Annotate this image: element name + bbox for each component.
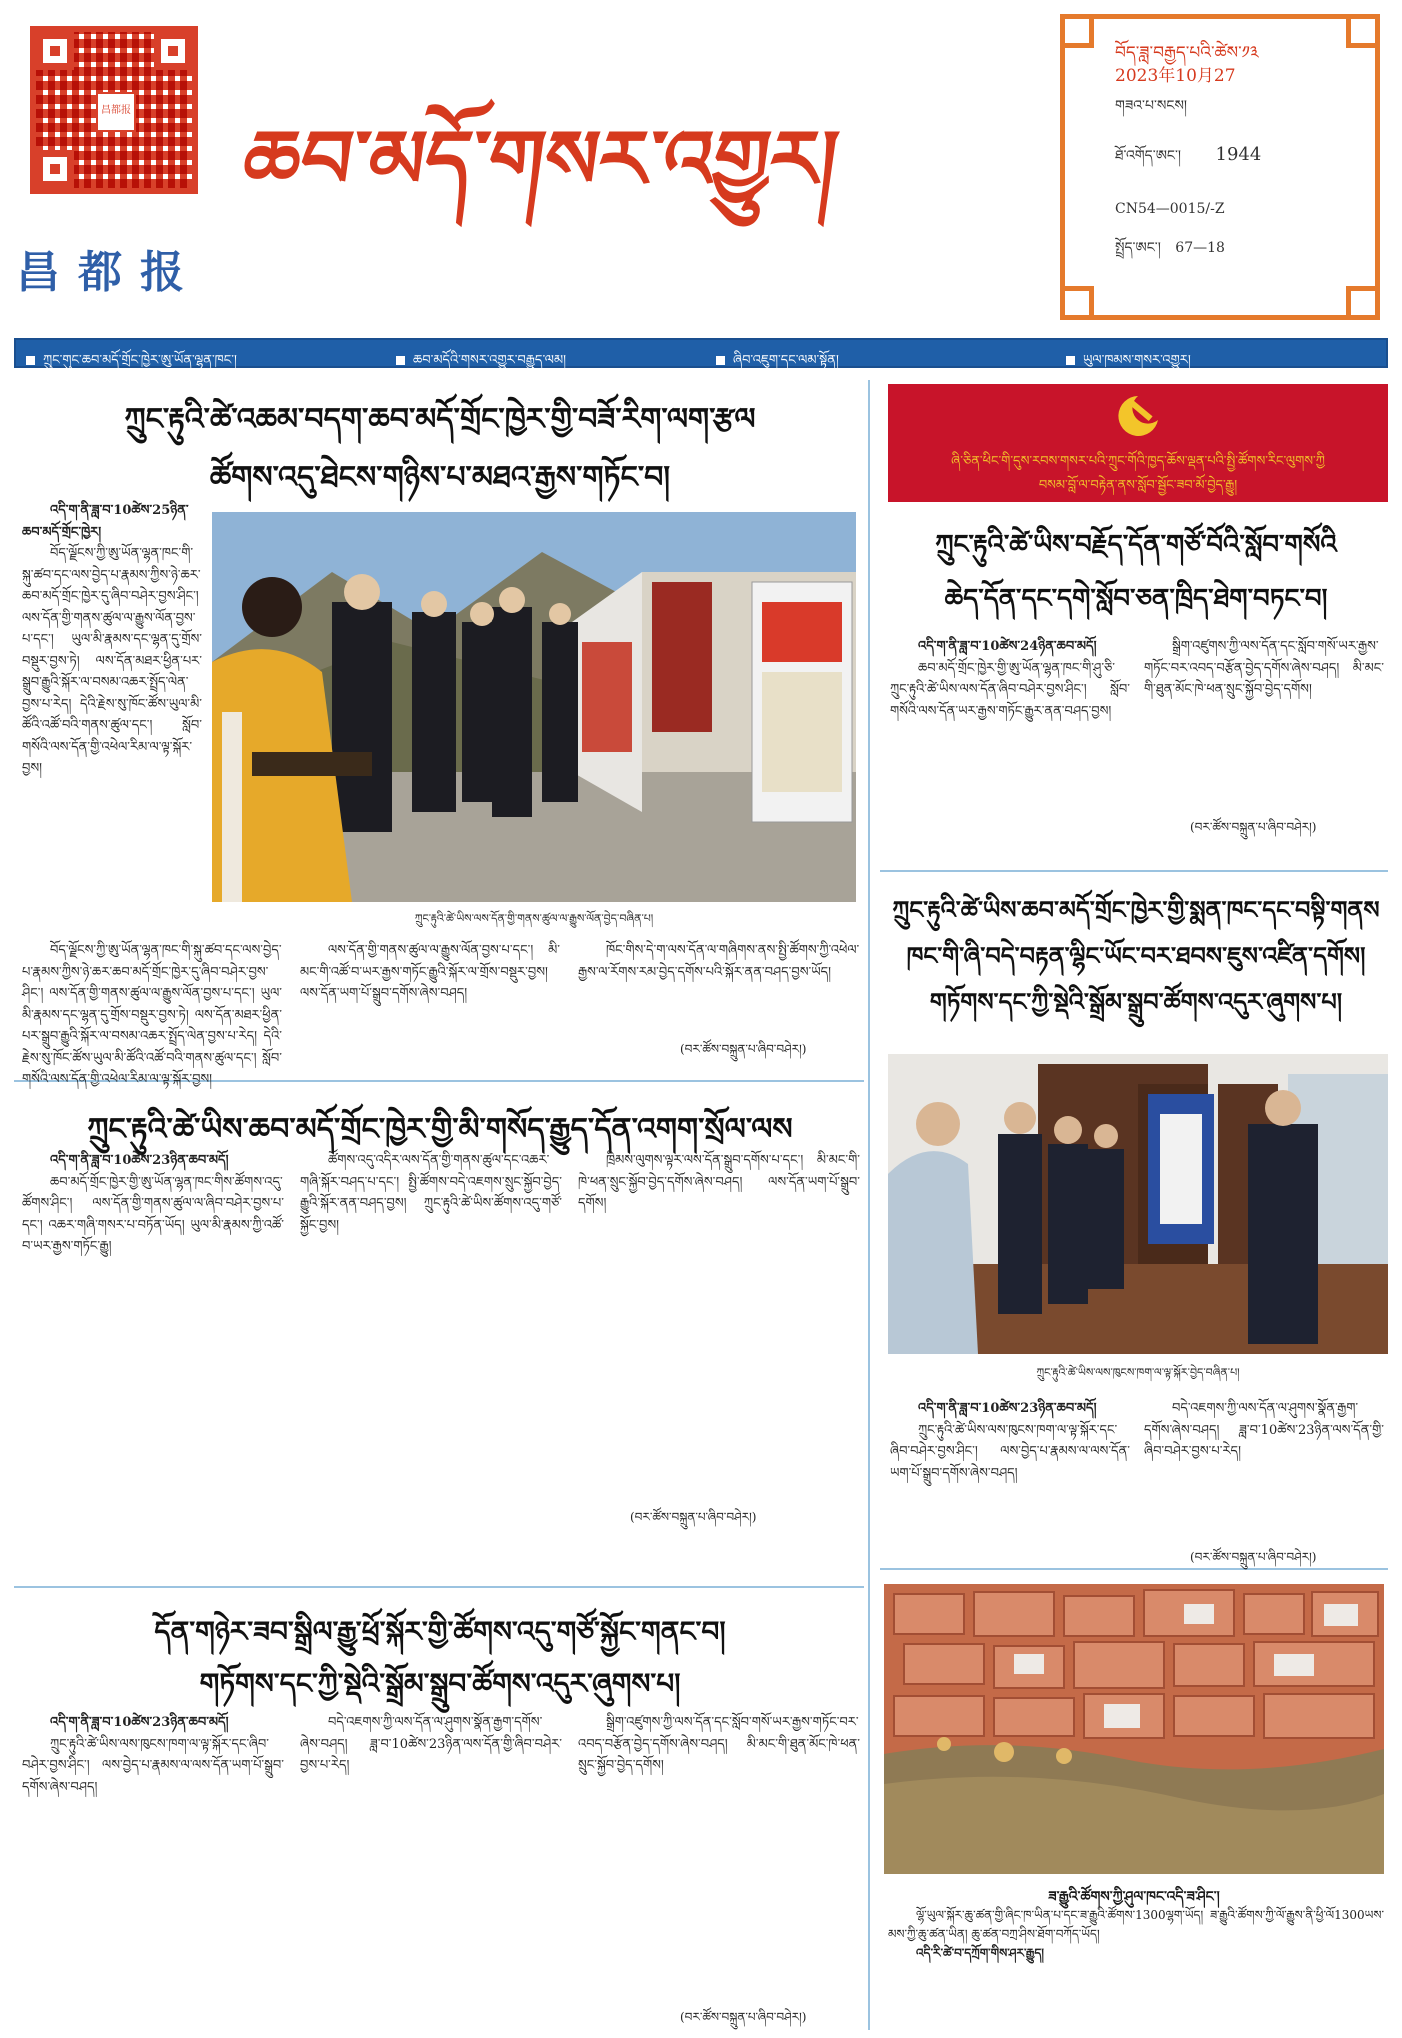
frame-ornament	[1346, 14, 1380, 48]
article4-body-3: ཁྲིམས་ལུགས་ལྟར་ལས་དོན་སྒྲུབ་དགོས་པ་དང་། མི་མང་གི་ཁེ་ཕན་སྲུང་སྐྱོབ་བྱེད་དགོས་ཞེས་བཤད། ལས་དོན་ཡག་པོ་སྒྲུབ་དགོས།	[578, 1153, 860, 1211]
article2-byline: (བར་ཚོས་བསྐྲུན་པ་ཞིབ་བཤེར།)	[1190, 820, 1317, 834]
issue-info-frame	[1060, 14, 1380, 320]
article2-dateline: འདི་ག་ནི་ཟླ་བ་10ཚེས་24ཉིན་ཆབ་མདོ།	[918, 639, 1097, 654]
article-bottom-column	[578, 1712, 860, 1992]
photo-feature-credit: འདི་རི་ཚེ་བ་དཀྲོག་གིས་ཤར་རྒྱུད།	[916, 1946, 1044, 1960]
photo-feature-caption: ལྷོ་ཡུལ་སྐོར་ཆུ་ཚན་གྱི་ཞིང་ཁ་ཡིན་པ་དང་ཟ་རྒྱུའི་ཚོགས་1300ལྷག་ཡོད། ཟ་རྒྱུའི་ཚོགས་ཀྱི་ལོ་རྒྱུས་ནི་ཕྱི་ལོ1300ཡས་མས་ཀྱི་ཆུ་ཚན་ཡིན། ཆུ་ཚན་བཀྲ་ཤིས་ཐོག་བཀོད་ཡོད།	[888, 1908, 1384, 1941]
article-bottom-body-3: སྒྲིག་འཛུགས་ཀྱི་ལས་དོན་དང་སློབ་གསོ་ཡར་རྒྱས་གཏོང་བར་འབད་བརྩོན་བྱེད་དགོས་ཞེས་བཤད། མི་མང་གི་ཐུན་མོང་ཁེ་ཕན་སྲུང་སྐྱོབ་བྱེད་དགོས།	[578, 1715, 860, 1773]
article1-body: བོད་ལྗོངས་ཀྱི་ཨུ་ཡོན་ལྷན་ཁང་གི་སྐུ་ཚབ་དང་ལས་བྱེད་པ་རྣམས་ཀྱིས་ཉེ་ཆར་ཆབ་མདོ་གྲོང་ཁྱེར་དུ་ཞིབ་བཤེར་བྱས་ཤིང་། ལས་དོན་གྱི་གནས་ཚུལ་ལ་རྒྱུས་ལོན་བྱས་པ་དང་། ཡུལ་མི་རྣམས་དང་ལྷན་དུ་གྲོས་བསྡུར་བྱས་ཏེ། ལས་དོན་མཐར་ཕྱིན་པར་སྒྲུབ་རྒྱུའི་སྐོར་ལ་བསམ་འཆར་སྤྲོད་ལེན་བྱས་པ་རེད། དེའི་རྗེས་སུ་ཁོང་ཚོས་ཡུལ་མི་ཚོའི་འཚོ་བའི་གནས་ཚུལ་དང་། སློབ་གསོའི་ལས་དོན་གྱི་འཕེལ་རིམ་ལ་ལྟ་སྐོར་བྱས།	[22, 546, 202, 776]
article4-headline[interactable]: ཀྲུང་རྟུའི་ཚེ་ཡིས་ཆབ་མདོ་གྲོང་ཁྱེར་གྱི་མི་གསོད་རྒྱུད་དོན་འགག་སྲོལ་ལས	[87, 1112, 793, 1147]
frame-ornament	[1346, 286, 1380, 320]
qr-logo: 昌都报	[96, 92, 136, 132]
article1-body-cont: བོད་ལྗོངས་ཀྱི་ཨུ་ཡོན་ལྷན་ཁང་གི་སྐུ་ཚབ་དང་ལས་བྱེད་པ་རྣམས་ཀྱིས་ཉེ་ཆར་ཆབ་མདོ་གྲོང་ཁྱེར་དུ་ཞིབ་བཤེར་བྱས་ཤིང་། ལས་དོན་གྱི་གནས་ཚུལ་ལ་རྒྱུས་ལོན་བྱས་པ་དང་། ཡུལ་མི་རྣམས་དང་ལྷན་དུ་གྲོས་བསྡུར་བྱས་ཏེ། ལས་དོན་མཐར་ཕྱིན་པར་སྒྲུབ་རྒྱུའི་སྐོར་ལ་བསམ་འཆར་སྤྲོད་ལེན་བྱས་པ་རེད། དེའི་རྗེས་སུ་ཁོང་ཚོས་ཡུལ་མི་ཚོའི་འཚོ་བའི་གནས་ཚུལ་དང་། སློབ་གསོའི་ལས་དོན་གྱི་འཕེལ་རིམ་ལ་ལྟ་སྐོར་བྱས།	[22, 943, 282, 1087]
article1-body-2: ལས་དོན་གྱི་གནས་ཚུལ་ལ་རྒྱུས་ལོན་བྱས་པ་དང་། མི་མང་གི་འཚོ་བ་ཡར་རྒྱས་གཏོང་རྒྱུའི་སྐོར་ལ་གྲོས་བསྡུར་བྱས། ལས་དོན་ཡག་པོ་སྒྲུབ་དགོས་ཞེས་བཤད།	[300, 943, 560, 1001]
article3-column	[890, 1398, 1130, 1558]
article1-byline: (བར་ཚོས་བསྐྲུན་པ་ཞིབ་བཤེར།)	[680, 1042, 807, 1056]
article3-column	[1144, 1398, 1384, 1528]
article1-photo	[212, 512, 856, 902]
article4-column	[22, 1150, 284, 1570]
nav-item[interactable]: ཀྲུང་གུང་ཆབ་མདོ་གྲོང་ཁྱེར་ཨུ་ཡོན་ལྷན་ཁང་།	[26, 345, 237, 382]
salt-fields-photo	[884, 1584, 1384, 1874]
article1-column	[22, 940, 282, 1087]
article2-body-2: སྒྲིག་འཛུགས་ཀྱི་ལས་དོན་དང་སློབ་གསོ་ཡར་རྒྱས་གཏོང་བར་འབད་བརྩོན་བྱེད་དགོས་ཞེས་བཤད། མི་མང་གི་ཐུན་མོང་ཁེ་ཕན་སྲུང་སྐྱོབ་བྱེད་དགོས།	[1144, 639, 1384, 697]
article-bottom-body: ཀྲུང་རྟུའི་ཚེ་ཡིས་ལས་ཁུངས་ཁག་ལ་ལྟ་སྐོར་དང་ཞིབ་བཤེར་བྱས་ཤིང་། ལས་བྱེད་པ་རྣམས་ལ་ལས་དོན་ཡག་པོ་སྒྲུབ་དགོས་ཞེས་བཤད།	[22, 1736, 284, 1795]
article1-subheadline[interactable]: ཚོགས་འདུ་ཐེངས་གཉིས་པ་མཐའ་རྒྱས་གཏོང་བ།	[209, 460, 671, 495]
article3-body: ཀྲུང་རྟུའི་ཚེ་ཡིས་ལས་ཁུངས་ཁག་ལ་ལྟ་སྐོར་དང་ཞིབ་བཤེར་བྱས་ཤིང་། ལས་བྱེད་པ་རྣམས་ལ་ལས་དོན་ཡག་པོ་སྒྲུབ་དགོས་ཞེས་བཤད།	[890, 1422, 1130, 1481]
date-tibetan: བོད་ཟླ་བརྒྱད་པའི་ཚེས་༡༣	[1115, 43, 1259, 63]
banner-line1: ཞི་ཅིན་ཕིང་གི་དུས་རབས་གསར་པའི་ཀྲུང་གོའི་ཁྱད་ཆོས་ལྡན་པའི་སྤྱི་ཚོགས་རིང་ལུགས་ཀྱི	[951, 454, 1325, 469]
article3-byline: (བར་ཚོས་བསྐྲུན་པ་ཞིབ་བཤེར།)	[1190, 1550, 1317, 1564]
article2-subheadline[interactable]: ཆེད་དོན་དང་དགེ་སློབ་ཅན་ཁྲིད་ཐེག་བཏང་བ།	[944, 584, 1328, 614]
masthead-tibetan-title: ཆབ་མདོ་གསར་འགྱུར།	[237, 112, 844, 206]
hammer-sickle-icon	[1108, 392, 1168, 440]
post-code	[1115, 231, 1225, 271]
article1-column	[300, 940, 560, 1060]
article3-photo-caption: ཀྲུང་རྟུའི་ཚེ་ཡིས་ལས་ཁུངས་ཁག་ལ་ལྟ་སྐོར་བྱེད་བཞིན་པ།	[1036, 1366, 1240, 1379]
article2-body: ཆབ་མདོ་གྲོང་ཁྱེར་གྱི་ཨུ་ཡོན་ལྷན་ཁང་གི་ཤུ་ཅི་ཀྲུང་རྟུའི་ཚེ་ཡིས་ལས་དོན་ཞིབ་བཤེར་བྱས་ཤིང་། སློབ་གསོའི་ལས་དོན་ཡར་རྒྱས་གཏོང་རྒྱུར་ནན་བཤད་བྱས།	[890, 660, 1130, 719]
article3-photo	[888, 1054, 1388, 1354]
article4-column	[300, 1150, 562, 1570]
article3-subheadline[interactable]: གཏོགས་དང་ཀྱི་སྡེའི་སྒྲོམ་སྒྲུབ་ཚོགས་འདུར་ཞུགས་པ།	[929, 987, 1343, 1016]
section-navbar	[14, 338, 1388, 368]
photo-feature-text	[888, 1906, 1384, 2002]
square-bullet-icon	[1066, 356, 1075, 365]
issue-number: 1944	[1215, 144, 1262, 165]
article4-dateline: འདི་ག་ནི་ཟླ་བ་10ཚེས་23ཉིན་ཆབ་མདོ།	[50, 1153, 229, 1168]
qr-finder	[36, 150, 74, 188]
frame-ornament	[1060, 14, 1094, 48]
banner-line2: བསམ་བློ་ལ་བརྟེན་ནས་སློབ་སྦྱོང་ཟབ་མོ་བྱེད་རྒྱུ།	[1038, 478, 1238, 493]
date-gregorian: 2023年10月27	[1115, 66, 1236, 86]
square-bullet-icon	[716, 356, 725, 365]
article3-body-2: བདེ་འཇགས་ཀྱི་ལས་དོན་ལ་ཤུགས་སྣོན་རྒྱག་དགོས་ཞེས་བཤད། ཟླ་བ་10ཚེས་23ཉིན་ལས་དོན་གྱི་ཞིབ་བཤེར་བྱས་པ་རེད།	[1144, 1401, 1384, 1459]
column-divider	[868, 380, 870, 2030]
article-bottom-column	[22, 1712, 284, 2022]
article3-headline[interactable]: ཀྲུང་རྟུའི་ཚེ་ཡིས་ཆབ་མདོ་གྲོང་ཁྱེར་གྱི་སྨན་ཁང་དང་བསྟི་གནས	[892, 895, 1380, 924]
article1-photo-caption: ཀྲུང་རྟུའི་ཚེ་ཡིས་ལས་དོན་གྱི་གནས་ཚུལ་ལ་རྒྱུས་ལོན་བྱེད་བཞིན་པ།	[414, 912, 654, 925]
issue-label	[1115, 139, 1261, 179]
cn-number: CN54—0015/-Z	[1115, 201, 1225, 217]
article-bottom-subheadline[interactable]: གཏོགས་དང་ཀྱི་སྡེའི་སྒྲོམ་སྒྲུབ་ཚོགས་འདུར་ཞུགས་པ།	[199, 1667, 681, 1700]
qr-finder	[36, 32, 74, 70]
salt-terraces-aerial-illustration	[884, 1584, 1384, 1874]
square-bullet-icon	[26, 356, 35, 365]
office-visit-photo-illustration	[888, 1054, 1388, 1354]
weekday: གཟའ་པ་སངས།	[1115, 98, 1188, 114]
article1-body-3: ཁོང་གིས་དེ་ག་ལས་དོན་ལ་གཞིགས་ནས་སྤྱི་ཚོགས་ཀྱི་འཕེལ་རྒྱས་ལ་རོགས་རམ་བྱེད་དགོས་པའི་སྐོར་ནན་བཤད་བྱས་ཡོད།	[578, 943, 860, 980]
article4-body: ཆབ་མདོ་གྲོང་ཁྱེར་གྱི་ཨུ་ཡོན་ལྷན་ཁང་གིས་ཚོགས་འདུ་ཚོགས་ཤིང་། ལས་དོན་གྱི་གནས་ཚུལ་ལ་ཞིབ་བཤེར་བྱས་པ་དང་། འཆར་གཞི་གསར་པ་བཏོན་ཡོད། ཡུལ་མི་རྣམས་ཀྱི་འཚོ་བ་ཡར་རྒྱས་གཏོང་རྒྱུ།	[22, 1174, 284, 1254]
article1-headline[interactable]: ཀྲུང་རྟུའི་ཚེ་འཆམ་བདག་ཆབ་མདོ་གྲོང་ཁྱེར་གྱི་བཟོ་རིག་ལག་རྩལ	[124, 402, 756, 437]
article-bottom-column	[300, 1712, 562, 2022]
section-divider	[880, 870, 1388, 872]
qr-finder	[154, 32, 192, 70]
article-bottom-dateline: འདི་ག་ནི་ཟླ་བ་10ཚེས་23ཉིན་ཆབ་མདོ།	[50, 1715, 229, 1730]
section-divider	[14, 1586, 864, 1588]
article-bottom-body-2: བདེ་འཇགས་ཀྱི་ལས་དོན་ལ་ཤུགས་སྣོན་རྒྱག་དགོས་ཞེས་བཤད། ཟླ་བ་10ཚེས་23ཉིན་ལས་དོན་གྱི་ཞིབ་བཤེར་བྱས་པ་རེད།	[300, 1715, 562, 1773]
nav-item[interactable]: ཆབ་མདོའི་གསར་འགྱུར་བརྒྱུད་ལམ།	[396, 345, 566, 382]
nav-item[interactable]: ཡུལ་ཁམས་གསར་འགྱུར།	[1066, 345, 1191, 382]
article1-column	[578, 940, 860, 1030]
article1-dateline: འདི་ག་ནི་ཟླ་བ་10ཚེས་25ཉིན་ཆབ་མདོ་གྲོང་ཁྱེར།	[22, 503, 189, 540]
post-code-value: 67—18	[1175, 240, 1225, 256]
article3-dateline: འདི་ག་ནི་ཟླ་བ་10ཚེས་23ཉིན་ཆབ་མདོ།	[918, 1401, 1097, 1416]
frame-ornament	[1060, 286, 1094, 320]
square-bullet-icon	[396, 356, 405, 365]
qr-code[interactable]	[30, 26, 198, 194]
article3-subheadline[interactable]: ཁང་གི་ཞི་བདེ་བརྟན་ལྷིང་ཡོང་བར་ཐབས་ཇུས་འཛིན་དགོས།	[906, 941, 1366, 970]
photo-feature-title: ཟ་རྒྱུའི་ཚོགས་ཀྱི་ཤུལ་ཁང་འདི་ཟ་ཤིང་།	[1048, 1889, 1220, 1905]
article-bottom-byline: (བར་ཚོས་བསྐྲུན་པ་ཞིབ་བཤེར།)	[680, 2010, 807, 2024]
masthead-chinese-title: 昌都报	[16, 247, 202, 298]
article2-column	[1144, 636, 1384, 806]
post-code-label: སྤྲོད་ཨང་།	[1115, 240, 1161, 256]
article4-column	[578, 1150, 860, 1490]
article4-byline: (བར་ཚོས་བསྐྲུན་པ་ཞིབ་བཤེར།)	[630, 1510, 757, 1524]
issue-label-text: ཐོ་འགོད་ཨང་།	[1115, 148, 1182, 164]
article2-headline[interactable]: ཀྲུང་རྟུའི་ཚེ་ཡིས་བརྗོད་དོན་གཙོ་བོའི་སློབ་གསོའི	[935, 530, 1337, 560]
nav-item[interactable]: ཞིབ་འཇུག་དང་ལམ་སྟོན།	[716, 345, 839, 382]
article-bottom-headline[interactable]: དོན་གཉེར་ཟབ་སྒྲིལ་རྒྱུ་ཕྲོ་སྐོར་གྱི་ཚོགས་འདུ་གཙོ་སྐྱོང་གནང་བ།	[154, 1615, 726, 1648]
party-banner	[888, 384, 1388, 502]
article2-column	[890, 636, 1130, 856]
article4-body-2: ཚོགས་འདུ་འདིར་ལས་དོན་གྱི་གནས་ཚུལ་དང་འཆར་གཞི་སྐོར་བཤད་པ་དང་། སྤྱི་ཚོགས་བདེ་འཇགས་སྲུང་སྐྱོབ་བྱེད་རྒྱུའི་སྐོར་ནན་བཤད་བྱས། ཀྲུང་རྟུའི་ཚེ་ཡིས་ཚོགས་འདུ་གཙོ་སྐྱོང་བྱས།	[300, 1153, 562, 1233]
exhibition-photo-illustration	[212, 512, 856, 902]
